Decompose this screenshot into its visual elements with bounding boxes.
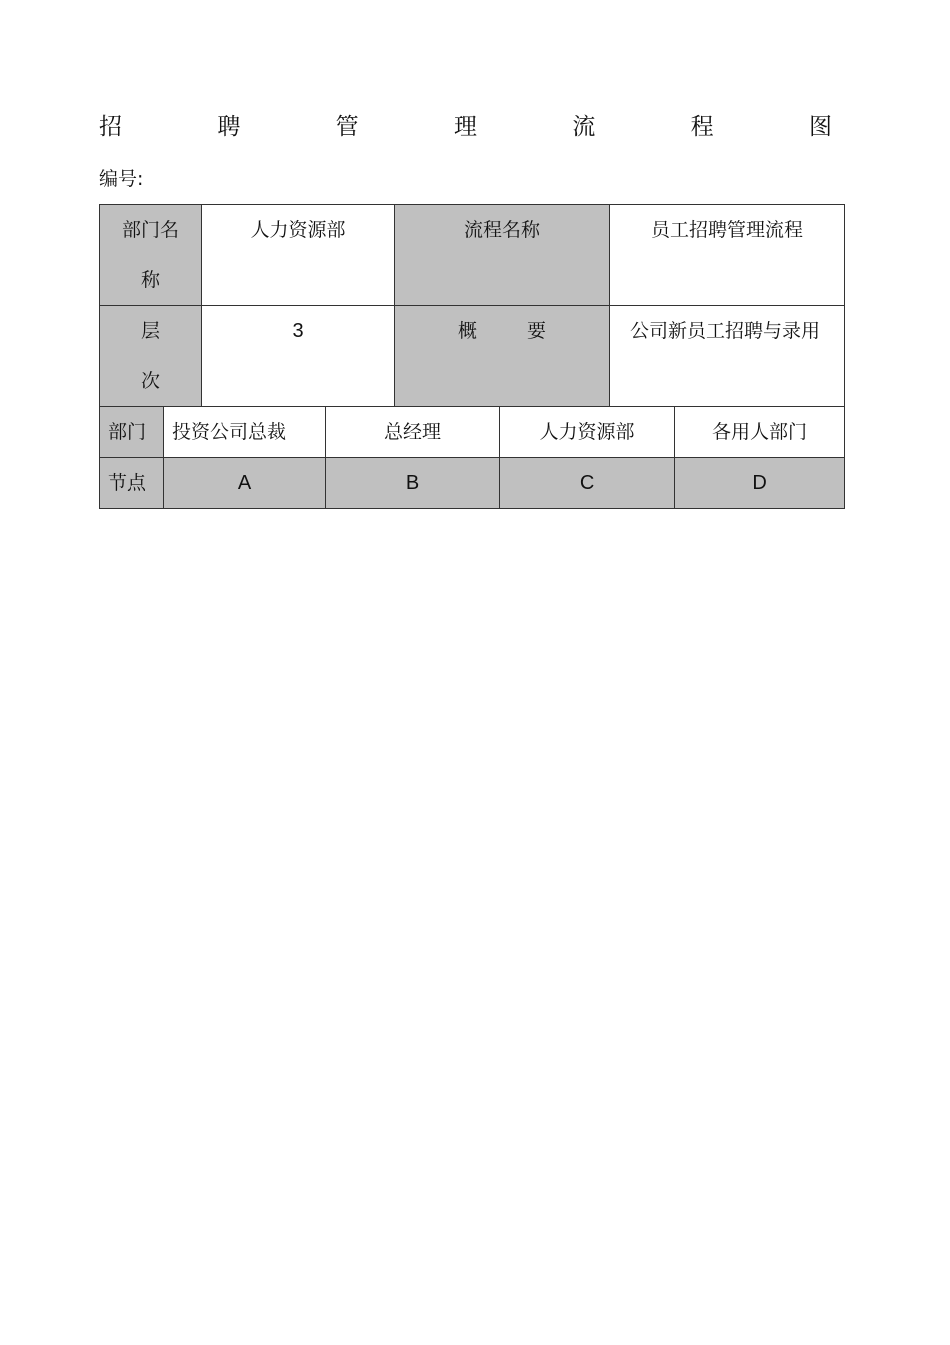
process-name-value: 员工招聘管理流程 (651, 219, 804, 241)
level-label-char: 次 (141, 370, 161, 392)
title-char: 流 (572, 114, 596, 140)
title-char: 招 (99, 114, 122, 140)
department-name: 投资公司总裁 (172, 421, 287, 443)
node-label-cell (100, 458, 164, 509)
title-char: 理 (453, 114, 477, 140)
node-code: A (237, 472, 252, 494)
title-char: 管 (335, 114, 359, 140)
table-row (100, 205, 845, 306)
process-info-table (99, 204, 845, 509)
department-cell (164, 407, 326, 458)
node-cell (675, 458, 845, 509)
summary-label-cell (395, 306, 610, 407)
level-value-cell (202, 306, 395, 407)
level-label-char: 层 (141, 320, 161, 342)
level-value: 3 (292, 320, 304, 342)
node-label: 节点 (108, 472, 147, 494)
summary-value-cell (610, 306, 845, 407)
department-label-cell (100, 407, 164, 458)
node-code: D (752, 472, 767, 494)
node-cell (164, 458, 326, 509)
summary-label-char: 概 (458, 320, 478, 342)
department-cell (500, 407, 675, 458)
document-number-label: 编号: (99, 168, 144, 190)
department-cell (326, 407, 500, 458)
summary-value: 公司新员工招聘与录用 (630, 320, 821, 342)
dept-name-label-cell (100, 205, 202, 306)
dept-name-label: 部门名称 (122, 219, 180, 291)
process-name-label-cell (395, 205, 610, 306)
title-char: 聘 (217, 114, 241, 140)
summary-label (458, 306, 546, 356)
document-title (99, 110, 832, 144)
title-char: 图 (808, 114, 832, 140)
summary-label-char: 要 (527, 320, 547, 342)
department-name: 总经理 (384, 421, 442, 443)
process-name-value-cell (610, 205, 845, 306)
department-label: 部门 (108, 421, 147, 443)
table-row (100, 306, 845, 407)
node-cell (326, 458, 500, 509)
dept-name-value: 人力资源部 (250, 219, 346, 241)
title-char: 程 (690, 114, 714, 140)
department-name: 各用人部门 (712, 421, 808, 443)
department-cell (675, 407, 845, 458)
node-cell (500, 458, 675, 509)
node-code: B (405, 472, 420, 494)
table-row (100, 458, 845, 509)
dept-name-value-cell (202, 205, 395, 306)
node-code: C (579, 472, 595, 494)
table-row (100, 407, 845, 458)
department-name: 人力资源部 (539, 421, 635, 443)
level-label-cell (100, 306, 202, 407)
process-name-label: 流程名称 (464, 219, 541, 241)
